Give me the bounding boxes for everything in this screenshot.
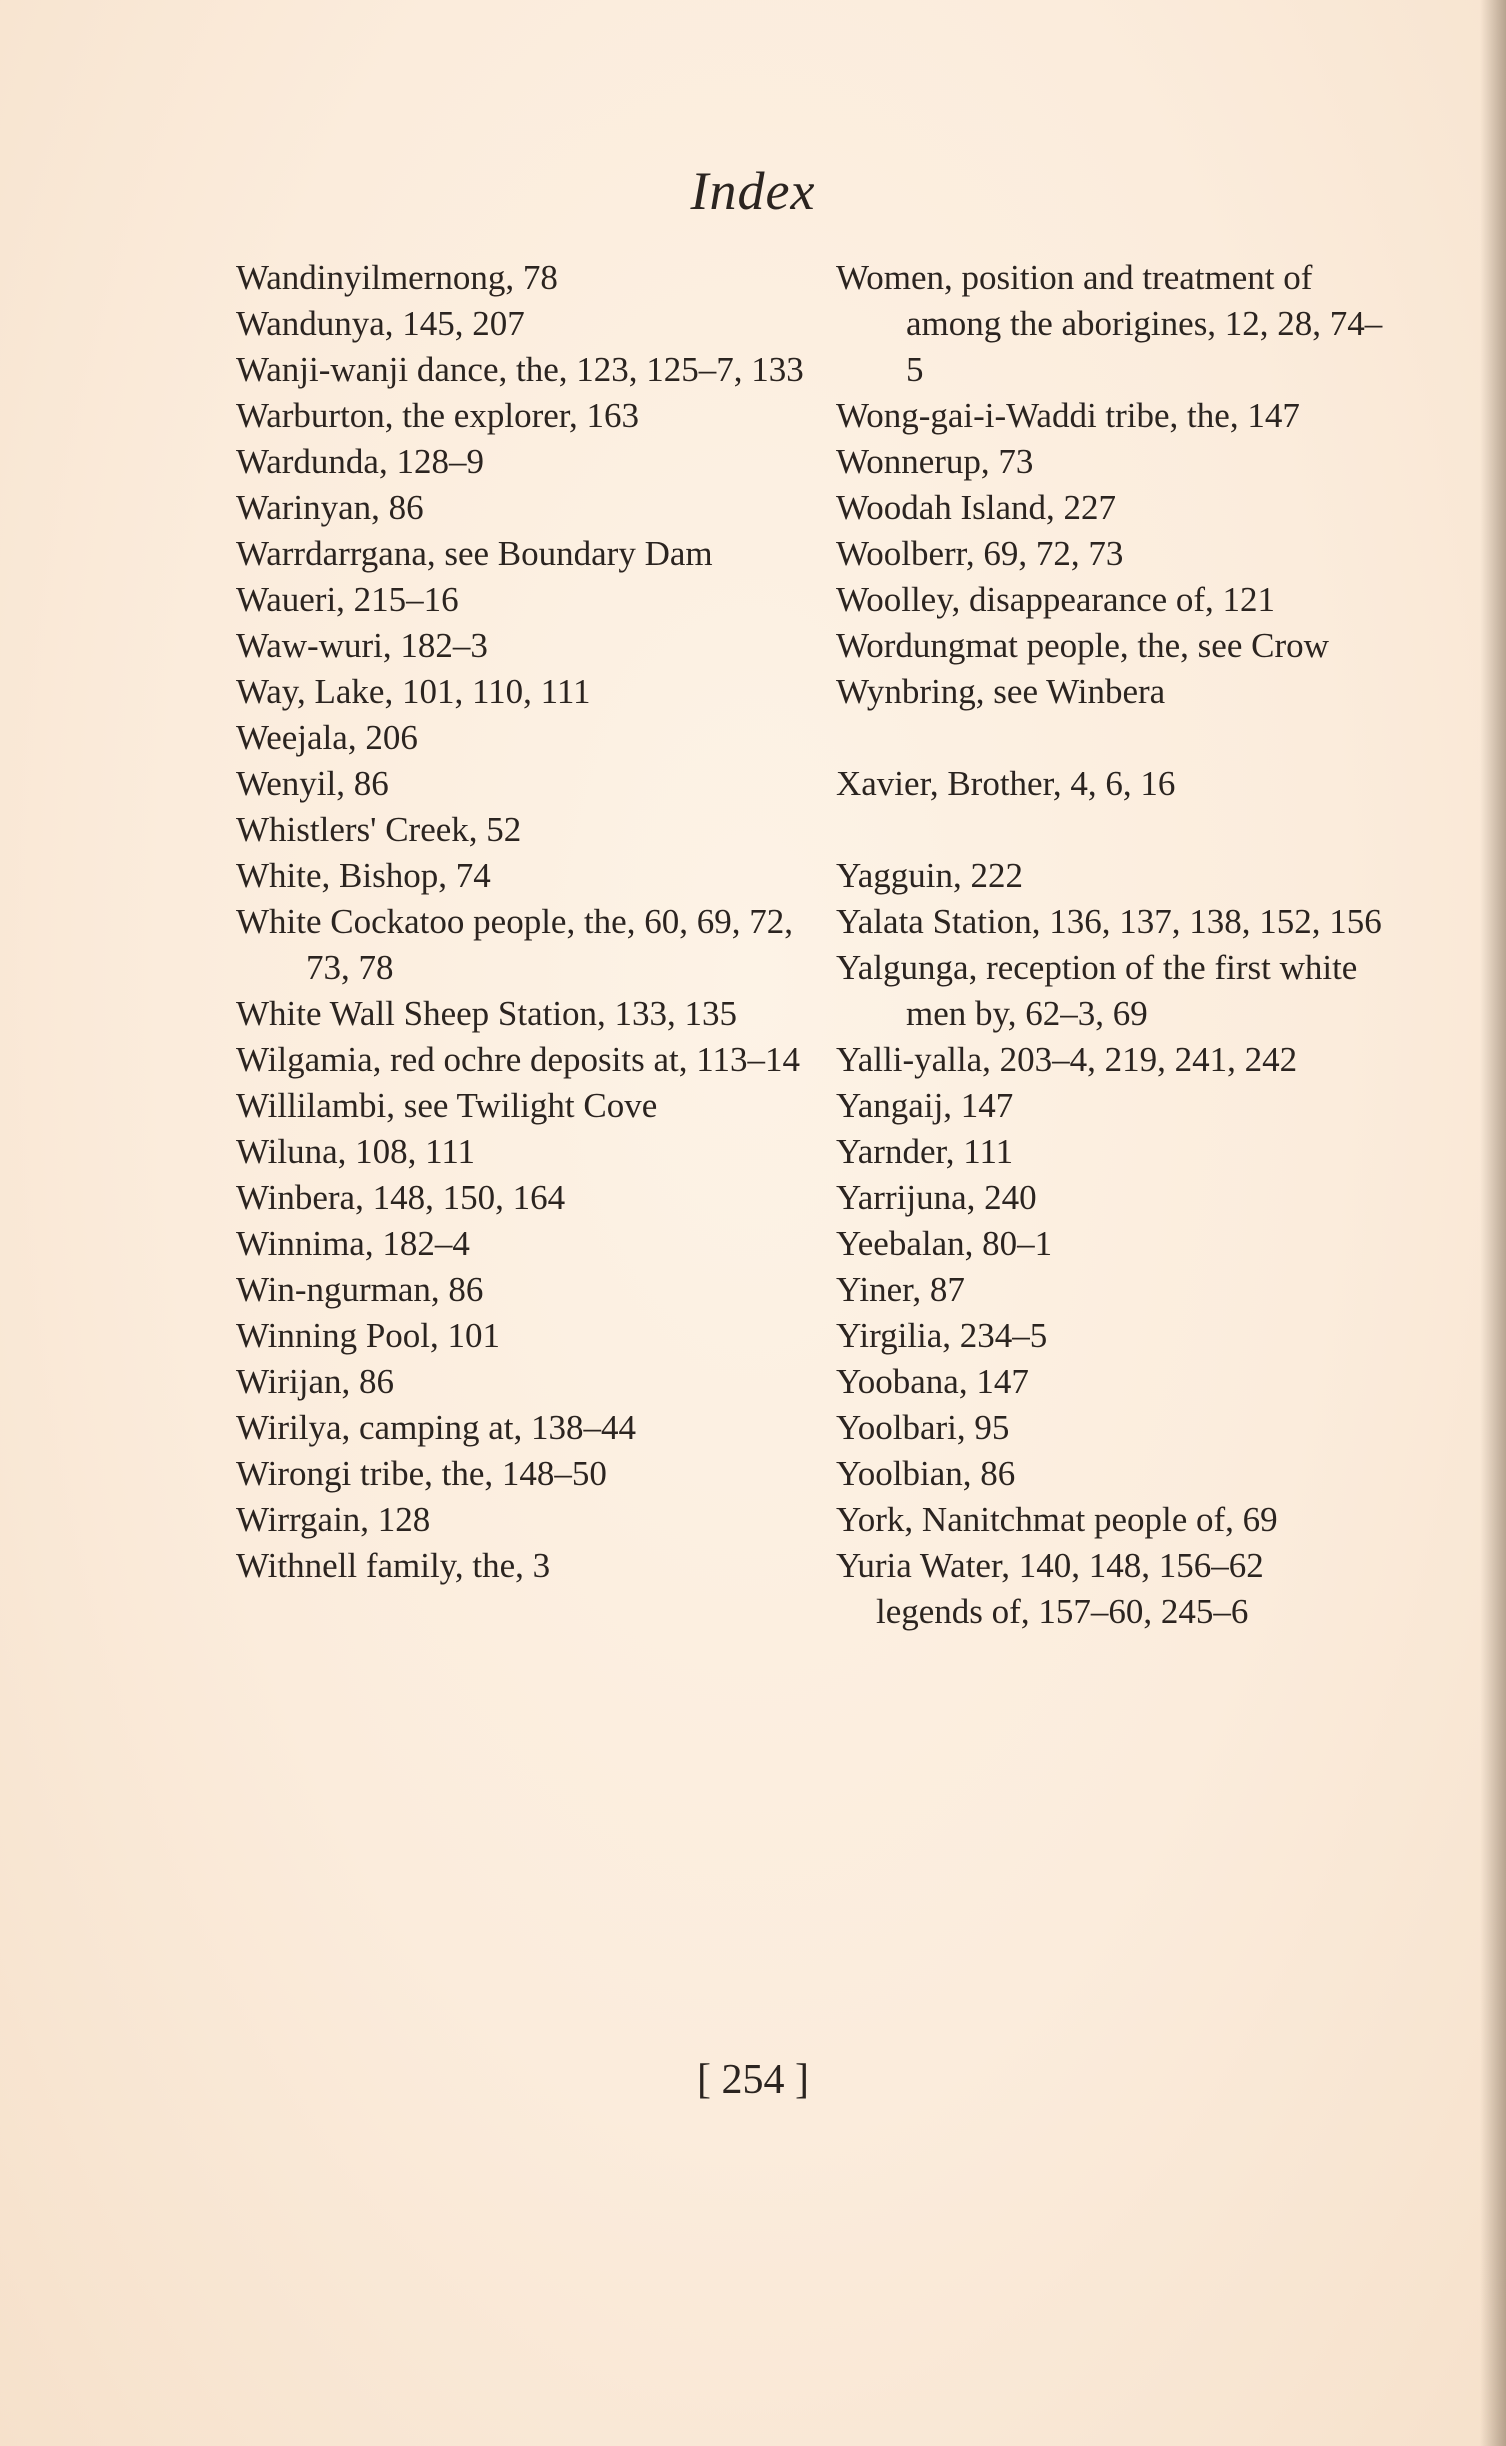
index-column-right xyxy=(836,255,1396,1635)
index-column-left xyxy=(236,255,816,1589)
index-entry: Waueri, 215–16 xyxy=(236,580,459,619)
index-entry: Way, Lake, 101, 110, 111 xyxy=(236,672,591,711)
index-entry: Whistlers' Creek, 52 xyxy=(236,810,522,849)
index-subentry: legends of, 157–60, 245–6 xyxy=(876,1592,1249,1631)
index-entry: Warinyan, 86 xyxy=(236,488,424,527)
index-entry: Winbera, 148, 150, 164 xyxy=(236,1178,566,1217)
index-entry: Wynbring, see Winbera xyxy=(836,672,1166,711)
index-entry: Wonnerup, 73 xyxy=(836,442,1034,481)
index-entry: Yoolbari, 95 xyxy=(836,1408,1010,1447)
index-entry: Yagguin, 222 xyxy=(836,856,1024,895)
index-entry: Yarrijuna, 240 xyxy=(836,1178,1037,1217)
index-entry: Weejala, 206 xyxy=(236,718,418,757)
index-entry: Wenyil, 86 xyxy=(236,764,389,803)
index-entry: Woolley, disappearance of, 121 xyxy=(836,580,1276,619)
page-title: Index xyxy=(690,161,816,221)
index-entry: Wiluna, 108, 111 xyxy=(236,1132,476,1171)
index-entry: Wandunya, 145, 207 xyxy=(236,304,525,343)
letter-group-gap xyxy=(836,715,1396,761)
index-entry: Withnell family, the, 3 xyxy=(236,1546,551,1585)
index-entry: Warrdarrgana, see Boundary Dam xyxy=(236,534,713,573)
index-entry: Wordungmat people, the, see Crow xyxy=(836,626,1329,665)
index-entry: White Wall Sheep Station, 133, 135 xyxy=(236,994,738,1033)
index-entry: Wirongi tribe, the, 148–50 xyxy=(236,1454,607,1493)
index-entry: Wirilya, camping at, 138–44 xyxy=(236,1408,637,1447)
index-entry: Yalli-yalla, 203–4, 219, 241, 242 xyxy=(836,1040,1298,1079)
index-entry: Wardunda, 128–9 xyxy=(236,442,484,481)
index-entry: Yirgilia, 234–5 xyxy=(836,1316,1048,1355)
index-entry: Warburton, the explorer, 163 xyxy=(236,396,640,435)
index-entry: Women, position and treatment of among the aborigines, 12, 28, 74–5 xyxy=(836,258,1383,389)
index-entry: Yeebalan, 80–1 xyxy=(836,1224,1053,1263)
index-entry: Xavier, Brother, 4, 6, 16 xyxy=(836,764,1176,803)
letter-group-gap xyxy=(836,807,1396,853)
index-entry: Winnima, 182–4 xyxy=(236,1224,470,1263)
index-entry: Wanji-wanji dance, the, 123, 125–7, 133 xyxy=(236,350,804,389)
index-entry: Winning Pool, 101 xyxy=(236,1316,501,1355)
index-entry: Win-ngurman, 86 xyxy=(236,1270,484,1309)
index-entry: Woolberr, 69, 72, 73 xyxy=(836,534,1124,573)
index-entry: Yalgunga, reception of the first white men by, 62–3, 69 xyxy=(836,948,1358,1033)
index-entry: Wirijan, 86 xyxy=(236,1362,394,1401)
index-entry: Wong-gai-i-Waddi tribe, the, 147 xyxy=(836,396,1300,435)
index-entry: York, Nanitchmat people of, 69 xyxy=(836,1500,1278,1539)
page-number: [ 254 ] xyxy=(697,2057,809,2103)
index-entry: Yarnder, 111 xyxy=(836,1132,1014,1171)
index-entry: White, Bishop, 74 xyxy=(236,856,491,895)
index-entry: Yuria Water, 140, 148, 156–62 xyxy=(836,1546,1264,1585)
index-entry: Wilgamia, red ochre deposits at, 113–14 xyxy=(236,1040,800,1079)
index-entry: Willilambi, see Twilight Cove xyxy=(236,1086,658,1125)
index-entry: Waw-wuri, 182–3 xyxy=(236,626,488,665)
index-entry: Yoobana, 147 xyxy=(836,1362,1029,1401)
index-entry: Yiner, 87 xyxy=(836,1270,965,1309)
index-entry: Yalata Station, 136, 137, 138, 152, 156 xyxy=(836,902,1382,941)
index-entry: Wirrgain, 128 xyxy=(236,1500,431,1539)
index-entry: Woodah Island, 227 xyxy=(836,488,1117,527)
index-entry: White Cockatoo people, the, 60, 69, 72, 73, 78 xyxy=(236,902,793,987)
index-entry: Yangaij, 147 xyxy=(836,1086,1014,1125)
index-entry: Wandinyilmernong, 78 xyxy=(236,258,558,297)
index-entry: Yoolbian, 86 xyxy=(836,1454,1016,1493)
